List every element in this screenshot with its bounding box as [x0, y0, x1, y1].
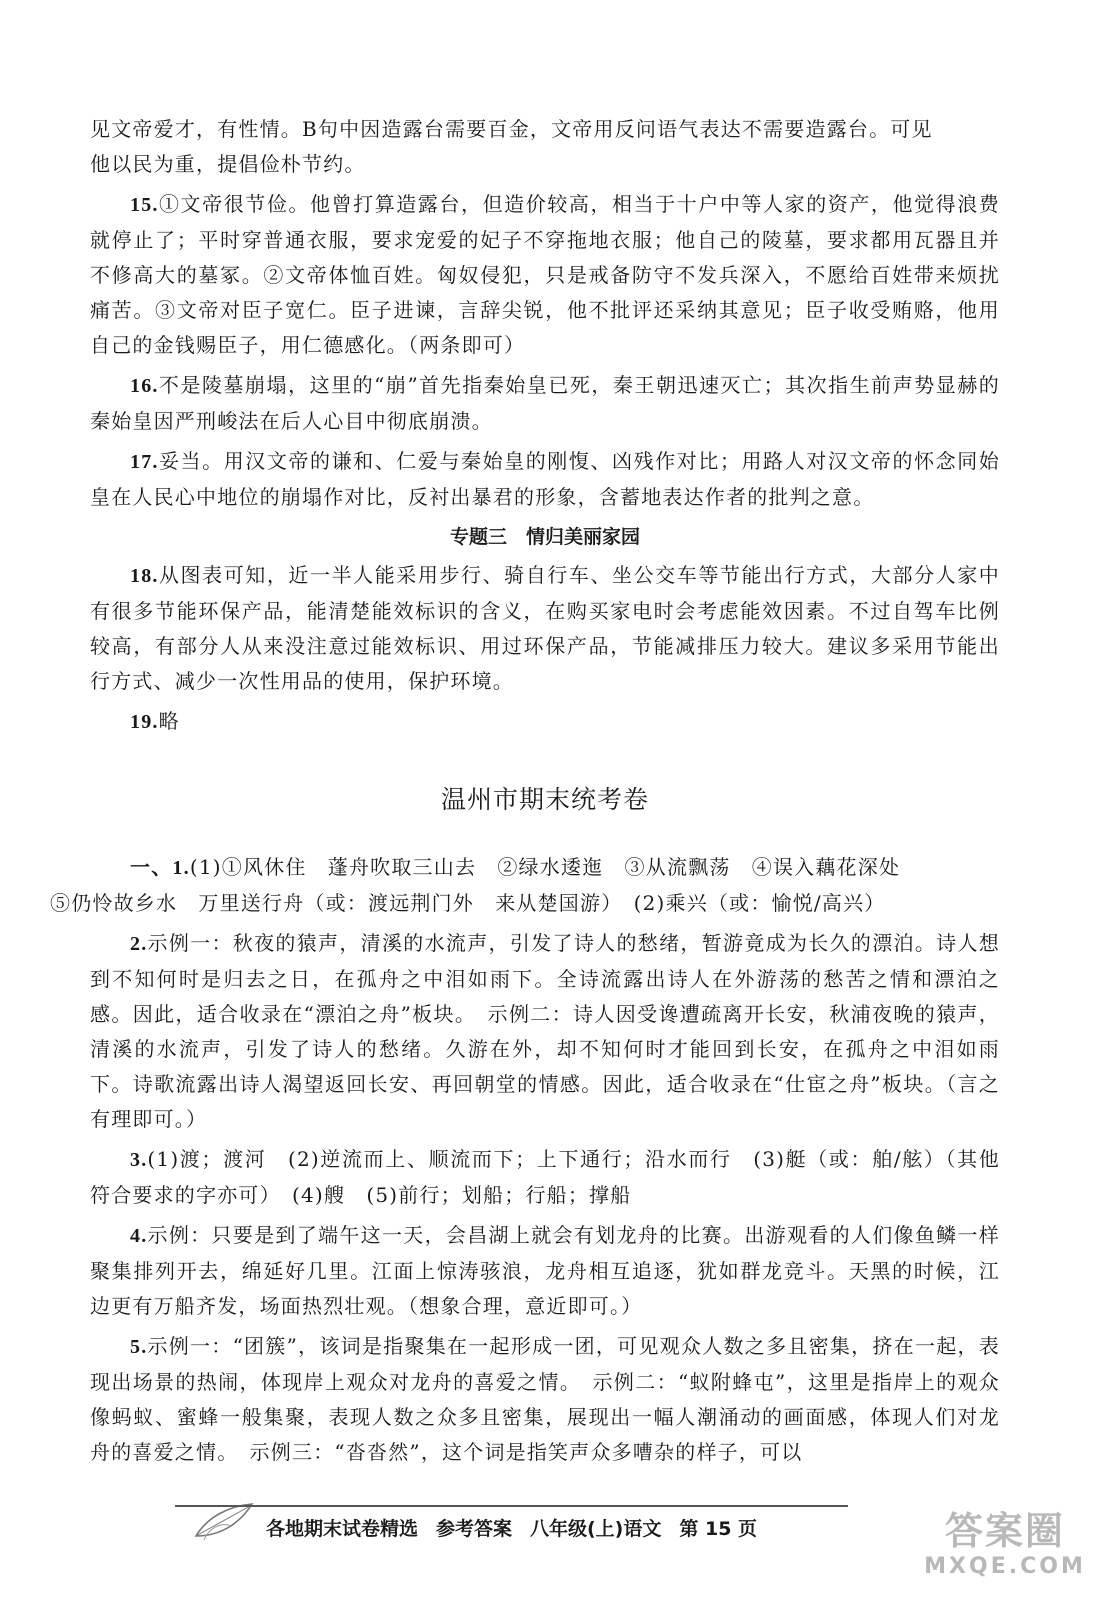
answer-text: ①文帝很节俭。他曾打算造露台，但造价较高，相当于十户中等人家的资产，他觉得浪费就停止了；平时穿普通衣服，要求宠爱的妃子不穿拖地衣服；他自己的陵墓，要求都用瓦器且并不修高大的墓冢。②文帝体恤百姓。匈奴侵犯，只是戒备防守不发兵深入，不愿给百姓带来烦扰痛苦。③文帝对臣子宽仁。臣子进谏，言辞尖锐，他不批评还采纳其意见；臣子收受贿赂，他用自己的金钱赐臣子，用仁德感化。（两条即可）: [90, 192, 1000, 357]
topic-heading: 专题三 情归美丽家园: [449, 526, 640, 548]
answer-number: 一、1.: [130, 857, 190, 879]
answer-text: 妥当。用汉文帝的谦和、仁爱与秦始皇的刚愎、凶残作对比；用路人对汉文帝的怀念同始皇在人民心中地位的崩塌作对比，反衬出暴君的形象，含蓄地表达作者的批判之意。: [90, 449, 1000, 509]
answer-s1: [50, 850, 1000, 921]
answer-number: 2.: [130, 933, 148, 955]
answer-number: 17.: [130, 451, 159, 473]
answer-15: [90, 187, 1000, 363]
answer-text: 示例一：秋夜的猿声，清溪的水流声，引发了诗人的愁绪，暂游竟成为长久的漂泊。诗人想到不知何时是归去之日，在孤舟之中泪如雨下。全诗流露出诗人在外游荡的愁苦之情和漂泊之感。因此，适合收录在“漂泊之舟”板块。 示例二：诗人因受谗遭疏离开长安，秋浦夜晚的猿声，清溪的水流声，引发了诗人的愁绪。久游在外，却不知何时才能回到长安，在孤舟之中泪如雨下。诗歌流露出诗人渴望返回长安、再回朝堂的情感。因此，适合收录在“仕宦之舟”板块。（言之有理即可。）: [90, 931, 1000, 1131]
answer-number: 18.: [130, 565, 159, 587]
answer-16: [90, 368, 1000, 439]
answer-text: (1)①风休住 蓬舟吹取三山去 ②绿水逶迤 ③从流飘荡 ④误入藕花深处: [189, 855, 901, 879]
footer-grade: 八年级(上)语文: [529, 1517, 662, 1540]
footer-page-number: 第 15 页: [679, 1517, 758, 1540]
answer-number: 16.: [130, 375, 159, 397]
answer-s5: [90, 1329, 1000, 1470]
footer-answers-label: 参考答案: [435, 1517, 512, 1540]
answer-text: 略: [158, 709, 180, 733]
answer-text: 示例：只要是到了端午这一天，会昌湖上就会有划龙舟的比赛。出游观看的人们像鱼鳞一样聚集排列开去，绵延好几里。江面上惊涛骇浪，龙舟相互追逐，犹如群龙竞斗。天黑的时候，江边更有万船齐发，场面热烈壮观。（想象合理，意近即可。）: [90, 1223, 1000, 1318]
answer-19: [90, 704, 1000, 740]
answer-text: 不是陵墓崩塌，这里的“崩”首先指秦始皇已死，秦王朝迅速灭亡；其次指生前声势显赫的秦始皇因严刑峻法在后人心目中彻底崩溃。: [90, 373, 1000, 433]
watermark-logo-text: 答案圈: [944, 1509, 1065, 1553]
answer-18: [90, 558, 1000, 699]
answer-number: 4.: [130, 1225, 148, 1247]
answer-s3: [90, 1142, 1000, 1213]
site-watermark: [920, 1508, 1090, 1588]
answer-text: ⑤仍怜故乡水 万里送行舟（或：渡远荆门外 来从楚国游） (2)乘兴（或：愉悦/高兴）: [50, 891, 886, 915]
footer-book-title: 各地期末试卷精选: [265, 1517, 418, 1540]
answer-s2: [90, 926, 1000, 1137]
answer-number: 19.: [130, 711, 159, 733]
section-title: 温州市期末统考卷: [440, 785, 649, 814]
paragraph-continuation: 见文帝爱才，有性情。B句中因造露台需要百金，文帝用反问语气表达不需要造露台。可见 他以民为重，提倡俭朴节约。: [90, 117, 933, 176]
answer-text: 示例一：“团簇”，该词是指聚集在一起形成一团，可见观众人数之多且密集，挤在一起，表现出场景的热闹，体现岸上观众对龙舟的喜爱之情。 示例二：“蚁附蜂屯”，这里是指岸上的观众像蚂蚁、蜜蜂一般集聚，表现人数之众多且密集，展现出一幅人潮涌动的画面感，体现人们对龙舟的喜爱之情。 示例三：“沓沓然”，这个词是指笑声众多嘈杂的样子，可以: [90, 1334, 1000, 1464]
answer-s4: [90, 1218, 1000, 1324]
answer-text: (1)渡；渡河 (2)逆流而上、顺流而下；上下通行；沿水而行 (3)艇（或：舶/舷）（其他符合要求的字亦可） (4)艘 (5)前行；划船；行船；撑船: [90, 1147, 1000, 1207]
answer-number: 15.: [130, 194, 159, 216]
page-footer: [175, 1505, 848, 1547]
answer-text: 从图表可知，近一半人能采用步行、骑自行车、坐公交车等节能出行方式，大部分人家中有很多节能环保产品，能清楚能效标识的含义，在购买家电时会考虑能效因素。不过自驾车比例较高，有部分人从来没注意过能效标识、用过环保产品，节能减排压力较大。建议多采用节能出行方式、减少一次性用品的使用，保护环境。: [90, 563, 1000, 693]
answer-page: [50, 112, 1000, 1475]
answer-number: 3.: [130, 1149, 148, 1171]
answer-17: [90, 444, 1000, 515]
watermark-domain: MXQE.COM: [924, 1554, 1086, 1579]
answer-number: 5.: [130, 1336, 148, 1358]
